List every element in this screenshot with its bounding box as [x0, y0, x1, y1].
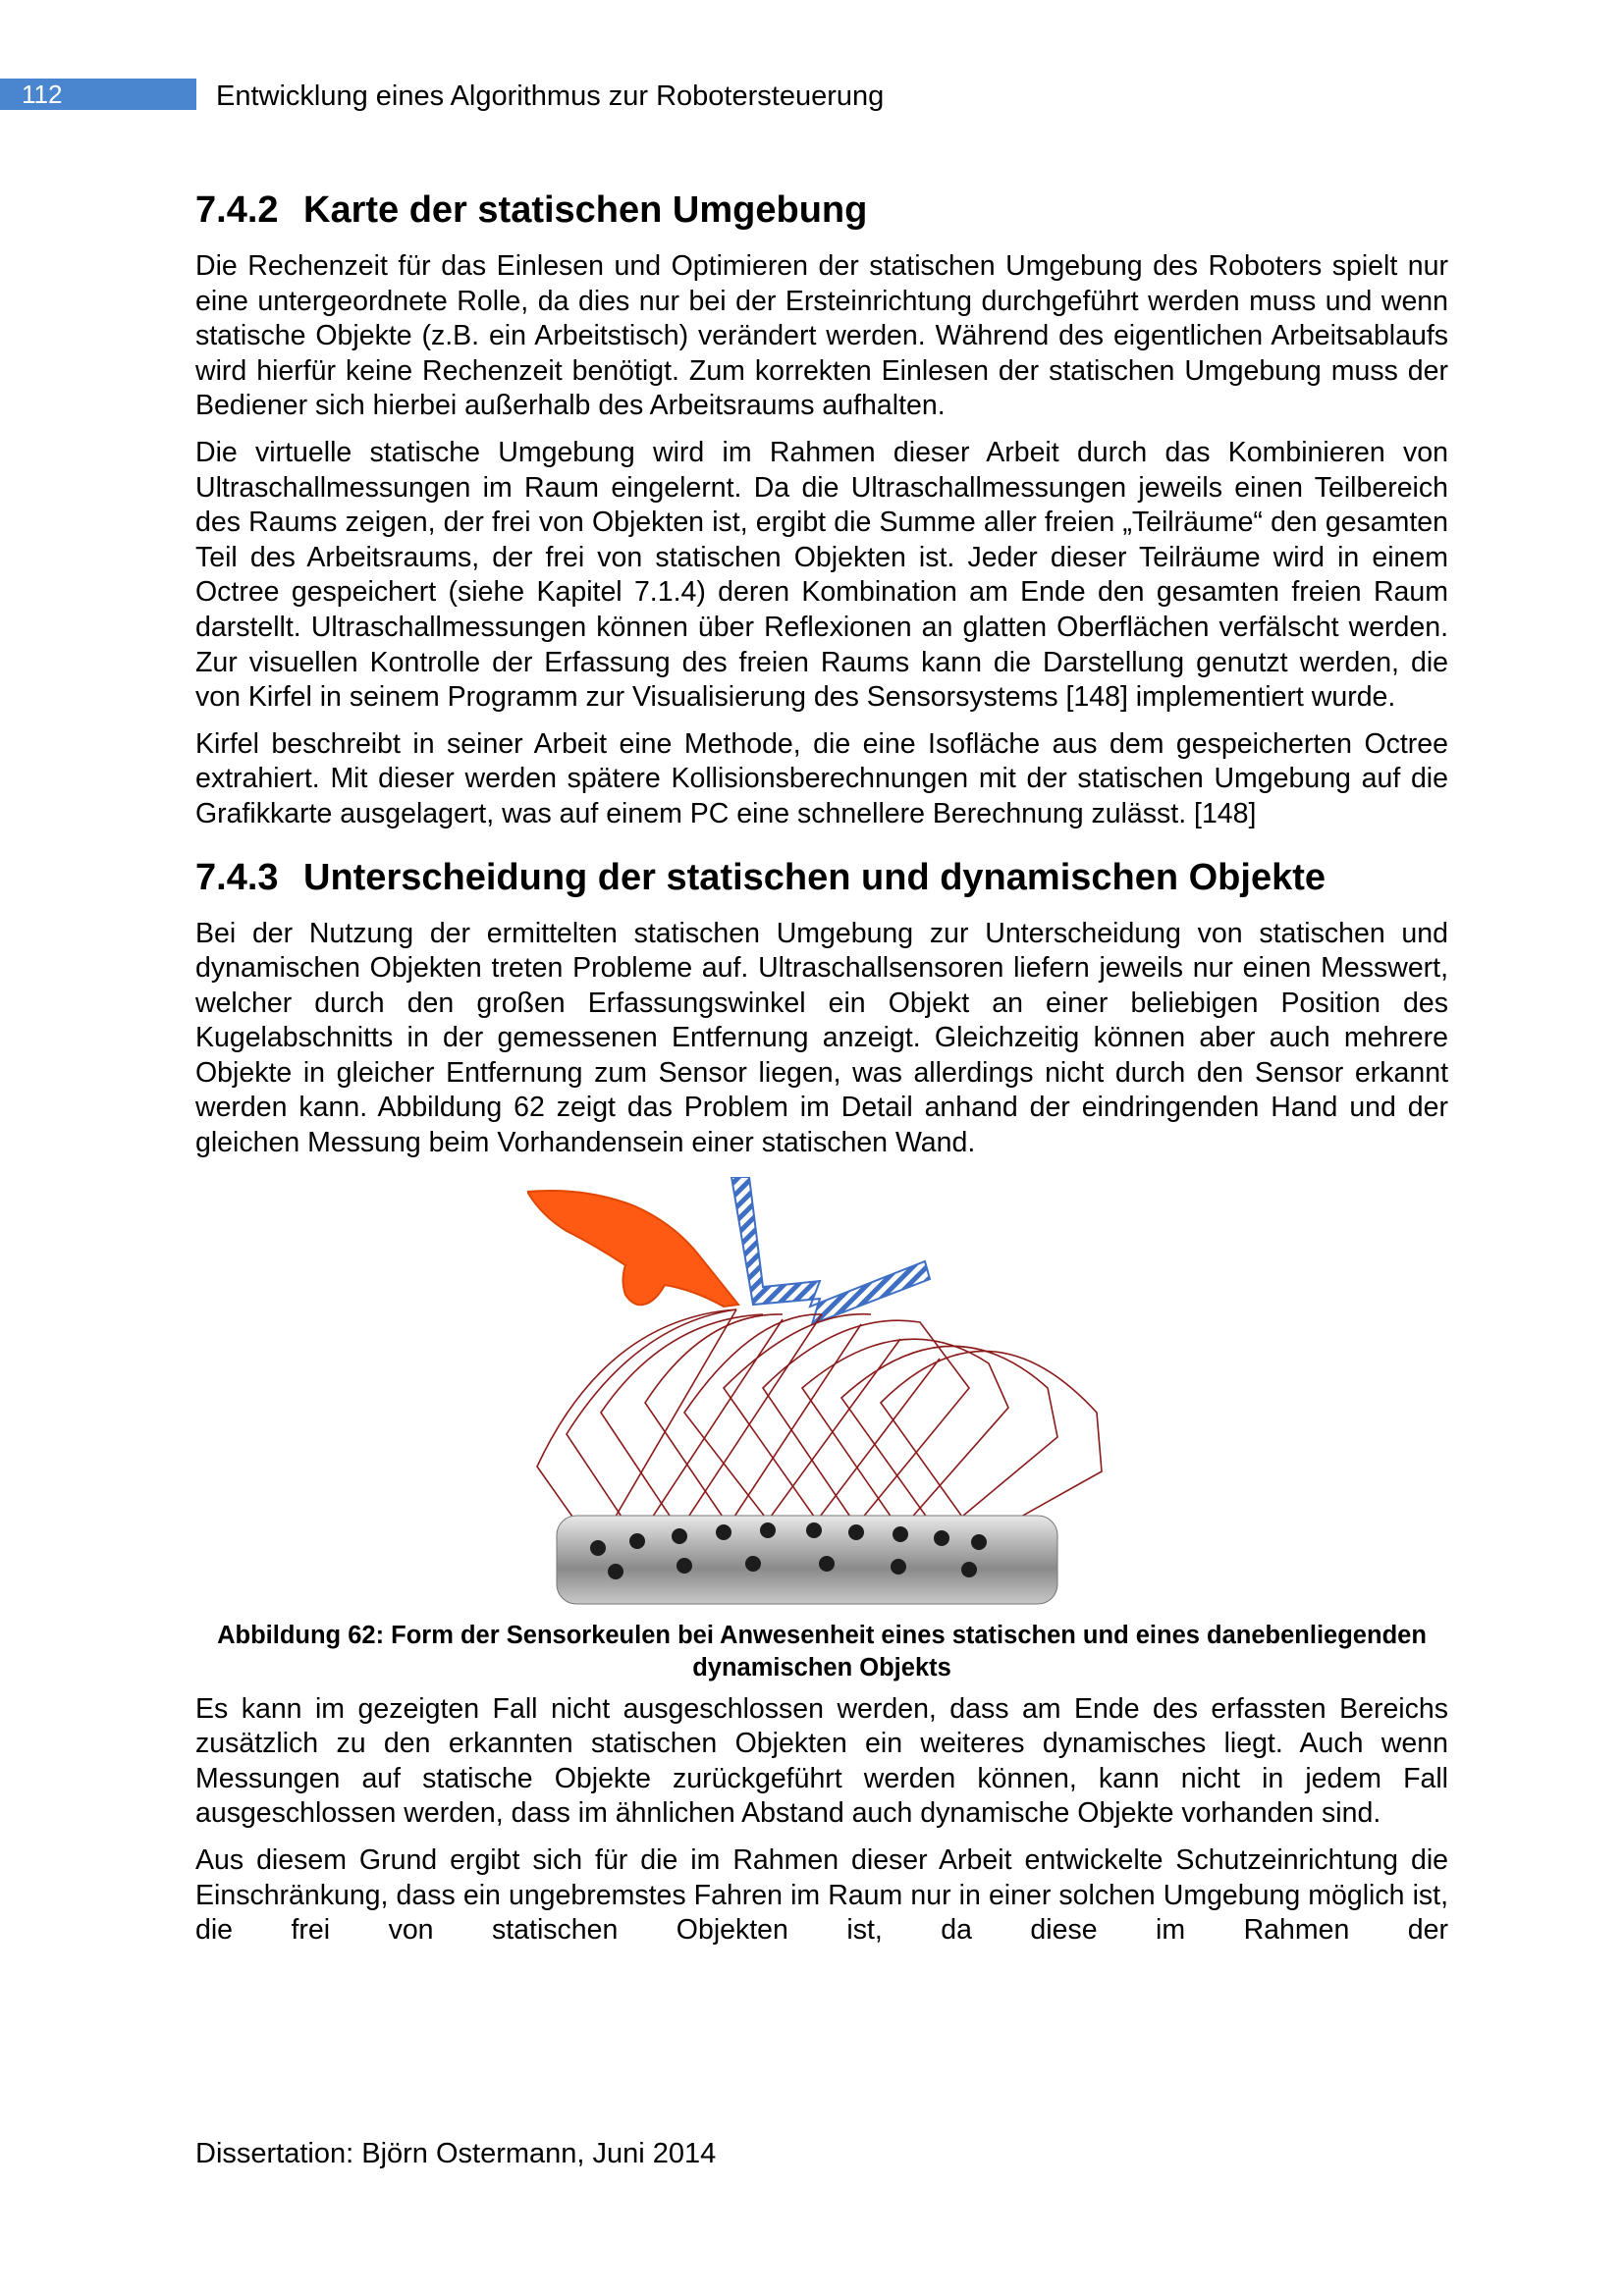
sensor-beam-illustration — [527, 1177, 1116, 1614]
paragraph: Kirfel beschreibt in seiner Arbeit eine Methode, die eine Isofläche aus dem gespeicherten Octree extrahiert. Mit dieser werden spätere Kollisionsberechnungen mit der statischen Umgebung auf die Grafikkarte ausgelagert, was auf einem PC eine schnellere Berechnung zulässt. [148] — [195, 727, 1448, 829]
section-number: 7.4.3 — [195, 856, 279, 898]
page-footer: Dissertation: Björn Ostermann, Juni 2014 — [195, 2138, 717, 2169]
running-header-title: Entwicklung eines Algorithmus zur Robotersteuerung — [216, 80, 885, 112]
hand-shape — [527, 1191, 738, 1307]
page-content — [195, 187, 1448, 1960]
sensor-beams — [537, 1309, 1102, 1550]
section-heading-7-4-2 — [195, 187, 1448, 234]
static-wall-shape — [731, 1177, 930, 1324]
section-heading-7-4-3 — [195, 854, 1448, 901]
paragraph: Die virtuelle statische Umgebung wird im Rahmen dieser Arbeit durch das Kombinieren von Ultraschallmessungen im Raum eingelernt. Da die Ultraschallmessungen jeweils einen Teilbereich des Raums zeigen, der frei von Objekten ist, ergibt die Summe aller freien „Teilräume“ den gesamten Teil des Arbeitsraums, der frei von statischen Objekten ist. Jeder dieser Teilräume wird in einem Octree gespeichert (siehe Kapitel 7.1.4) deren Kombination am Ende den gesamten freien Raum darstellt. Ultraschallmessungen können über Reflexionen an glatten Oberflächen verfälscht werden. Zur visuellen Kontrolle der Erfassung des freien Raums kann die Darstellung genutzt werden, die von Kirfel in seinem Programm zur Visualisierung des Sensorsystems [148] implementiert wurde. — [195, 436, 1448, 714]
paragraph: Es kann im gezeigten Fall nicht ausgeschlossen werden, dass am Ende des erfassten Bereichs zusätzlich zu den erkannten statischen Objekten ein weiteres dynamisches liegt. Auch wenn Messungen auf statische Objekte zurückgeführt werden können, kann nicht in jedem Fall ausgeschlossen werden, dass im ähnlichen Abstand auch dynamische Objekte vorhanden sind. — [195, 1692, 1448, 1830]
section-number: 7.4.2 — [195, 189, 279, 231]
sensor-tube — [557, 1516, 1057, 1604]
figure-caption: Abbildung 62: Form der Sensorkeulen bei Anwesenheit eines statischen und eines danebenliegenden dynamischen Objekts — [217, 1621, 1427, 1682]
section-title: Unterscheidung der statischen und dynamischen Objekte — [303, 856, 1326, 898]
section-title: Karte der statischen Umgebung — [303, 189, 868, 231]
paragraph: Aus diesem Grund ergibt sich für die im Rahmen dieser Arbeit entwickelte Schutzeinrichtung die Einschränkung, dass ein ungebremstes Fahren im Raum nur in einer solchen Umgebung möglich ist, die frei von statischen Objekten ist, da diese im Rahmen der — [195, 1844, 1448, 1947]
paragraph: Bei der Nutzung der ermittelten statischen Umgebung zur Unterscheidung von statischen und dynamischen Objekten treten Probleme auf. Ultraschallsensoren liefern jeweils nur einen Messwert, welcher durch den großen Erfassungswinkel ein Objekt an einer beliebigen Position des Kugelabschnitts in der gemessenen Entfernung anzeigt. Gleichzeitig können aber auch mehrere Objekte in gleicher Entfernung zum Sensor liegen, was allerdings nicht durch den Sensor erkannt werden kann. Abbildung 62 zeigt das Problem im Detail anhand der eindringenden Hand und der gleichen Messung beim Vorhandensein einer statischen Wand. — [195, 917, 1448, 1159]
figure-62 — [195, 1177, 1448, 1684]
page-number: 112 — [0, 79, 196, 110]
paragraph: Die Rechenzeit für das Einlesen und Optimieren der statischen Umgebung des Roboters spielt nur eine untergeordnete Rolle, da dies nur bei der Ersteinrichtung durchgeführt werden muss und wenn statische Objekte (z.B. ein Arbeitstisch) verändert werden. Während des eigentlichen Arbeitsablaufs wird hierfür keine Rechenzeit benötigt. Zum korrekten Einlesen der statischen Umgebung muss der Bediener sich hierbei außerhalb des Arbeitsraums aufhalten. — [195, 250, 1448, 422]
